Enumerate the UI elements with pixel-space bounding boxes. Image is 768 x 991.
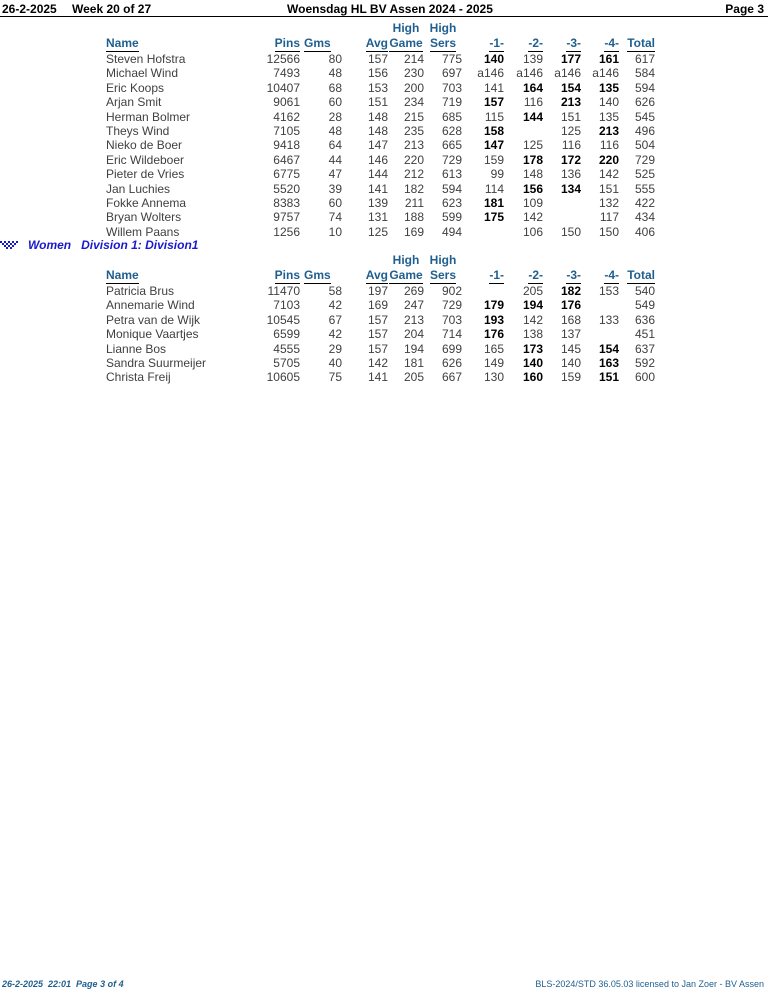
cell-g3: 172 — [560, 152, 581, 167]
col-high-game: Game — [389, 268, 423, 282]
cell-avg: 141 — [367, 181, 388, 196]
cell-name: Patricia Brus — [106, 284, 175, 298]
cell-name: Eric Koops — [106, 80, 165, 95]
cell-avg: 157 — [367, 312, 388, 327]
cell-pins: 5705 — [273, 356, 300, 371]
cell-g4: 213 — [598, 124, 619, 139]
men-rows — [104, 52, 655, 239]
col-high-game: Game — [389, 36, 423, 50]
cell-total: 545 — [634, 109, 655, 124]
cell-g4: 150 — [598, 224, 619, 239]
cell-hs: 613 — [441, 167, 462, 182]
cell-gms: 28 — [328, 109, 342, 124]
cell-name: Eric Wildeboer — [106, 152, 185, 167]
cell-total: 729 — [634, 152, 655, 167]
cell-gms: 10 — [328, 224, 342, 239]
cell-avg: 148 — [367, 124, 388, 139]
cell-g4: 133 — [598, 312, 619, 327]
cell-g2: 173 — [522, 341, 543, 356]
cell-gms: 67 — [328, 312, 342, 327]
cell-g4 — [581, 298, 619, 312]
col-game1: -1- — [489, 36, 504, 50]
cell-g2: 142 — [522, 210, 543, 225]
cell-g4: 135 — [598, 109, 619, 124]
cell-pins: 10407 — [266, 80, 300, 95]
cell-gms: 42 — [328, 327, 342, 342]
cell-g3: 125 — [560, 124, 581, 139]
table-row — [104, 370, 655, 384]
cell-gms: 39 — [328, 181, 342, 196]
cell-hs: 626 — [441, 356, 462, 371]
cell-pins: 4555 — [273, 341, 300, 356]
cell-name: Annemarie Wind — [106, 298, 195, 313]
cell-g3: 136 — [560, 167, 581, 182]
cell-gms: 48 — [328, 66, 342, 81]
cell-hg: 234 — [403, 95, 424, 110]
cell-name: Sandra Suurmeijer — [106, 356, 207, 371]
cell-pins: 9757 — [273, 210, 300, 225]
cell-avg: 197 — [367, 284, 388, 298]
cell-name: Herman Bolmer — [106, 109, 191, 124]
cell-g2: 205 — [522, 284, 543, 298]
table-row — [104, 356, 655, 370]
week-label: Week 20 of 27 — [72, 2, 152, 16]
cell-hg: 214 — [403, 52, 424, 66]
table-row — [104, 52, 655, 66]
cell-name: Steven Hofstra — [106, 52, 186, 66]
cell-g1: 157 — [483, 95, 504, 110]
table-header-row — [104, 21, 655, 52]
table-row — [104, 327, 655, 341]
cell-avg: 125 — [367, 224, 388, 239]
cell-g2: 148 — [522, 167, 543, 182]
cell-g4: 132 — [598, 196, 619, 211]
cell-hs: 729 — [441, 152, 462, 167]
table-row — [104, 342, 655, 356]
cell-hs: 697 — [441, 66, 462, 81]
cell-hg: 230 — [403, 66, 424, 81]
cell-hs: 703 — [441, 80, 462, 95]
women-rows — [104, 284, 655, 385]
cell-avg: 169 — [367, 298, 388, 313]
cell-g2: 138 — [522, 327, 543, 342]
cell-name: Pieter de Vries — [106, 167, 185, 182]
cell-total: 540 — [634, 284, 655, 298]
cell-g1 — [462, 284, 504, 298]
cell-gms: 75 — [328, 370, 342, 385]
cell-pins: 10545 — [266, 312, 300, 327]
cell-hs: 714 — [441, 327, 462, 342]
cell-g2: a146 — [516, 66, 543, 81]
cell-hs: 628 — [441, 124, 462, 139]
cell-name: Fokke Annema — [106, 196, 187, 211]
cell-g1: 165 — [483, 341, 504, 356]
cell-total: 504 — [634, 138, 655, 153]
cell-name: Theys Wind — [106, 124, 170, 139]
cell-g1: 158 — [483, 124, 504, 139]
col-game3: -3- — [566, 268, 581, 282]
cell-g1: 179 — [483, 298, 504, 313]
cell-avg: 151 — [367, 95, 388, 110]
col-name: Name — [106, 268, 139, 282]
cell-total: 592 — [634, 356, 655, 371]
cell-total: 406 — [634, 224, 655, 239]
cell-g4: 161 — [598, 52, 619, 66]
cell-pins: 1256 — [273, 224, 300, 239]
cell-avg: 148 — [367, 109, 388, 124]
cell-hg: 235 — [403, 124, 424, 139]
cell-total: 555 — [634, 181, 655, 196]
cell-total: 637 — [634, 341, 655, 356]
col-pins: Pins — [274, 36, 300, 50]
cell-hs: 665 — [441, 138, 462, 153]
cell-g1: 115 — [484, 109, 504, 124]
cell-hs: 685 — [441, 109, 462, 124]
cell-g1: a146 — [477, 66, 504, 81]
cell-g4: 117 — [599, 210, 619, 225]
cell-gms: 60 — [328, 95, 342, 110]
col-name: Name — [106, 36, 139, 50]
cell-hg: 247 — [403, 298, 424, 313]
cell-total: 600 — [634, 370, 655, 385]
footer-left: 26-2-2025 22:01 Page 3 of 4 — [2, 979, 124, 989]
cell-name: Monique Vaartjes — [106, 327, 199, 342]
cell-name: Christa Freij — [106, 370, 171, 385]
cell-hg: 215 — [403, 109, 424, 124]
col-avg: Avg — [365, 268, 388, 282]
cell-hs: 719 — [441, 95, 462, 110]
col-pins: Pins — [274, 268, 300, 282]
cell-avg: 142 — [367, 356, 388, 371]
cell-total: 636 — [634, 312, 655, 327]
cell-gms: 42 — [328, 298, 342, 313]
cell-hg: 213 — [403, 312, 424, 327]
table-row — [104, 153, 655, 167]
cell-total: 584 — [634, 66, 655, 81]
col-gms: Gms — [304, 268, 331, 282]
col-high-game-top: High — [392, 253, 420, 267]
cell-g3: 137 — [560, 327, 581, 342]
cell-hg: 205 — [403, 370, 424, 385]
cell-total: 434 — [634, 210, 655, 225]
cell-g1: 159 — [483, 152, 504, 167]
cell-avg: 144 — [367, 167, 388, 182]
cell-g2 — [504, 124, 543, 138]
cell-g2: 160 — [522, 370, 543, 385]
cell-g3: 154 — [560, 80, 581, 95]
cell-hs: 902 — [441, 284, 462, 298]
cell-hg: 169 — [403, 224, 424, 239]
cell-g1: 114 — [484, 181, 504, 196]
cell-total: 626 — [634, 95, 655, 110]
division-header — [0, 238, 198, 252]
table-row — [104, 138, 655, 152]
cell-g1: 140 — [483, 52, 504, 66]
col-total: Total — [627, 268, 655, 282]
cell-g2: 194 — [522, 298, 543, 313]
col-game2: -2- — [528, 36, 543, 50]
cell-hg: 220 — [403, 152, 424, 167]
cell-g4: 153 — [598, 284, 619, 298]
cell-g1: 181 — [483, 196, 504, 211]
cell-hg: 212 — [403, 167, 424, 182]
cell-g1: 130 — [483, 370, 504, 385]
cell-g3 — [543, 196, 581, 210]
cell-name: Willem Paans — [106, 224, 180, 239]
report-title: Woensdag HL BV Assen 2024 - 2025 — [287, 2, 493, 16]
cell-g3 — [543, 210, 581, 224]
table-row — [104, 124, 655, 138]
table-row — [104, 95, 655, 109]
cell-gms: 64 — [328, 138, 342, 153]
cell-g2: 116 — [523, 95, 543, 110]
cell-name: Arjan Smit — [106, 95, 162, 110]
men-standings-table — [104, 21, 655, 239]
cell-avg: 156 — [367, 66, 388, 81]
cell-gms: 68 — [328, 80, 342, 95]
cell-pins: 6467 — [273, 152, 300, 167]
cell-gms: 29 — [328, 341, 342, 356]
table-row — [104, 182, 655, 196]
cell-g3: 176 — [560, 298, 581, 313]
cell-total: 525 — [634, 167, 655, 182]
cell-name: Lianne Bos — [106, 341, 167, 356]
table-row — [104, 298, 655, 312]
cell-hg: 194 — [403, 341, 424, 356]
cell-g3: 168 — [560, 312, 581, 327]
cell-gms: 44 — [328, 152, 342, 167]
cell-g1 — [462, 225, 504, 239]
cell-pins: 7103 — [273, 298, 300, 313]
cell-g3: 134 — [560, 181, 581, 196]
cell-hs: 703 — [441, 312, 462, 327]
col-game3: -3- — [566, 36, 581, 50]
cell-avg: 157 — [367, 52, 388, 66]
cell-avg: 146 — [367, 152, 388, 167]
cell-hs: 594 — [441, 181, 462, 196]
cell-gms: 60 — [328, 196, 342, 211]
cell-g4 — [581, 327, 619, 341]
cell-g2: 125 — [522, 138, 543, 153]
cell-avg: 139 — [367, 196, 388, 211]
cell-total: 496 — [634, 124, 655, 139]
cell-avg: 157 — [367, 341, 388, 356]
table-header-row — [104, 253, 655, 284]
cell-g4: 154 — [598, 341, 619, 356]
cell-g1: 149 — [483, 356, 504, 371]
cell-pins: 10605 — [266, 370, 300, 385]
cell-g3: 140 — [560, 356, 581, 371]
col-game2: -2- — [528, 268, 543, 282]
checkered-flag-icon — [0, 239, 20, 251]
cell-name: Michael Wind — [106, 66, 179, 81]
cell-g1: 176 — [483, 327, 504, 342]
report-date: 26-2-2025 — [2, 2, 57, 16]
cell-pins: 12566 — [266, 52, 300, 66]
cell-gms: 48 — [328, 124, 342, 139]
cell-total: 594 — [634, 80, 655, 95]
table-row — [104, 81, 655, 95]
cell-g2: 142 — [522, 312, 543, 327]
cell-g4: 140 — [598, 95, 619, 110]
cell-total: 422 — [634, 196, 655, 211]
table-row — [104, 167, 655, 181]
col-high-sers-top: High — [429, 21, 457, 35]
cell-hs: 775 — [441, 52, 462, 66]
col-game4: -4- — [604, 36, 619, 50]
cell-pins: 6775 — [273, 167, 300, 182]
cell-pins: 5520 — [273, 181, 300, 196]
cell-gms: 40 — [328, 356, 342, 371]
cell-g4: 142 — [598, 167, 619, 182]
col-gms: Gms — [304, 36, 331, 50]
table-row — [104, 110, 655, 124]
table-row — [104, 196, 655, 210]
cell-pins: 11470 — [267, 284, 300, 298]
cell-total: 617 — [634, 52, 655, 66]
cell-name: Bryan Wolters — [106, 210, 182, 225]
cell-name: Petra van de Wijk — [106, 312, 201, 327]
cell-pins: 6599 — [273, 327, 300, 342]
cell-hs: 599 — [441, 210, 462, 225]
cell-avg: 153 — [367, 80, 388, 95]
page-number: Page 3 — [725, 2, 764, 16]
cell-g3: 116 — [561, 138, 581, 153]
cell-name: Jan Luchies — [106, 181, 171, 196]
cell-g3: 182 — [560, 284, 581, 298]
cell-g1: 175 — [483, 210, 504, 225]
col-high-sers: Sers — [429, 268, 457, 282]
cell-g3: 177 — [560, 52, 581, 66]
cell-g2: 164 — [522, 80, 543, 95]
cell-avg: 147 — [367, 138, 388, 153]
cell-hg: 188 — [403, 210, 424, 225]
cell-g3: 151 — [560, 109, 581, 124]
cell-g4: 116 — [599, 138, 619, 153]
cell-g4: 135 — [598, 80, 619, 95]
cell-g4: a146 — [592, 66, 619, 81]
cell-gms: 47 — [328, 167, 342, 182]
cell-hg: 181 — [403, 356, 424, 371]
women-standings-table — [104, 253, 655, 385]
cell-g4: 151 — [598, 370, 619, 385]
cell-g2: 156 — [522, 181, 543, 196]
cell-hs: 667 — [441, 370, 462, 385]
cell-g1: 141 — [483, 80, 504, 95]
cell-hg: 269 — [403, 284, 424, 298]
cell-g4: 220 — [598, 152, 619, 167]
cell-g2: 109 — [522, 196, 543, 211]
cell-pins: 7105 — [273, 124, 300, 139]
cell-g1: 193 — [483, 312, 504, 327]
table-row — [104, 66, 655, 80]
cell-gms: 80 — [328, 52, 342, 66]
cell-hs: 623 — [441, 196, 462, 211]
cell-g2: 139 — [522, 52, 543, 66]
col-high-sers: Sers — [429, 36, 457, 50]
cell-hg: 200 — [403, 80, 424, 95]
cell-total: 451 — [634, 327, 655, 342]
cell-avg: 157 — [367, 327, 388, 342]
cell-total: 549 — [634, 298, 655, 313]
cell-gms: 74 — [328, 210, 342, 225]
footer-right: BLS-2024/STD 36.05.03 licensed to Jan Zoer - BV Assen — [535, 979, 764, 989]
cell-g3: a146 — [554, 66, 581, 81]
division-title: Women Division 1: Division1 — [28, 238, 199, 252]
cell-pins: 4162 — [273, 109, 300, 124]
cell-gms: 58 — [328, 284, 342, 298]
cell-g3: 145 — [560, 341, 581, 356]
cell-hg: 204 — [403, 327, 424, 342]
cell-hs: 699 — [441, 341, 462, 356]
cell-hg: 211 — [404, 196, 424, 211]
col-game1: -1- — [489, 268, 504, 282]
header-rule — [0, 16, 768, 17]
col-total: Total — [627, 36, 655, 50]
cell-g2: 144 — [522, 109, 543, 124]
cell-g3: 159 — [560, 370, 581, 385]
cell-g3: 150 — [560, 224, 581, 239]
cell-pins: 9061 — [273, 95, 300, 110]
cell-g4: 163 — [598, 356, 619, 371]
cell-pins: 8383 — [273, 196, 300, 211]
cell-avg: 131 — [367, 210, 388, 225]
cell-avg: 141 — [367, 370, 388, 385]
cell-pins: 9418 — [273, 138, 300, 153]
cell-g2: 106 — [522, 224, 543, 239]
col-high-sers-top: High — [429, 253, 457, 267]
cell-hg: 213 — [403, 138, 424, 153]
cell-hs: 494 — [441, 224, 462, 239]
cell-name: Nieko de Boer — [106, 138, 183, 153]
cell-g2: 178 — [522, 152, 543, 167]
table-row — [104, 284, 655, 298]
cell-pins: 7493 — [273, 66, 300, 81]
cell-g1: 147 — [483, 138, 504, 153]
cell-g3: 213 — [560, 95, 581, 110]
col-high-game-top: High — [392, 21, 420, 35]
cell-hs: 729 — [441, 298, 462, 313]
cell-g2: 140 — [522, 356, 543, 371]
cell-g1: 99 — [490, 167, 504, 182]
col-game4: -4- — [604, 268, 619, 282]
table-row — [104, 210, 655, 224]
col-avg: Avg — [365, 36, 388, 50]
cell-g4: 151 — [598, 181, 619, 196]
table-row — [104, 313, 655, 327]
cell-hg: 182 — [403, 181, 424, 196]
